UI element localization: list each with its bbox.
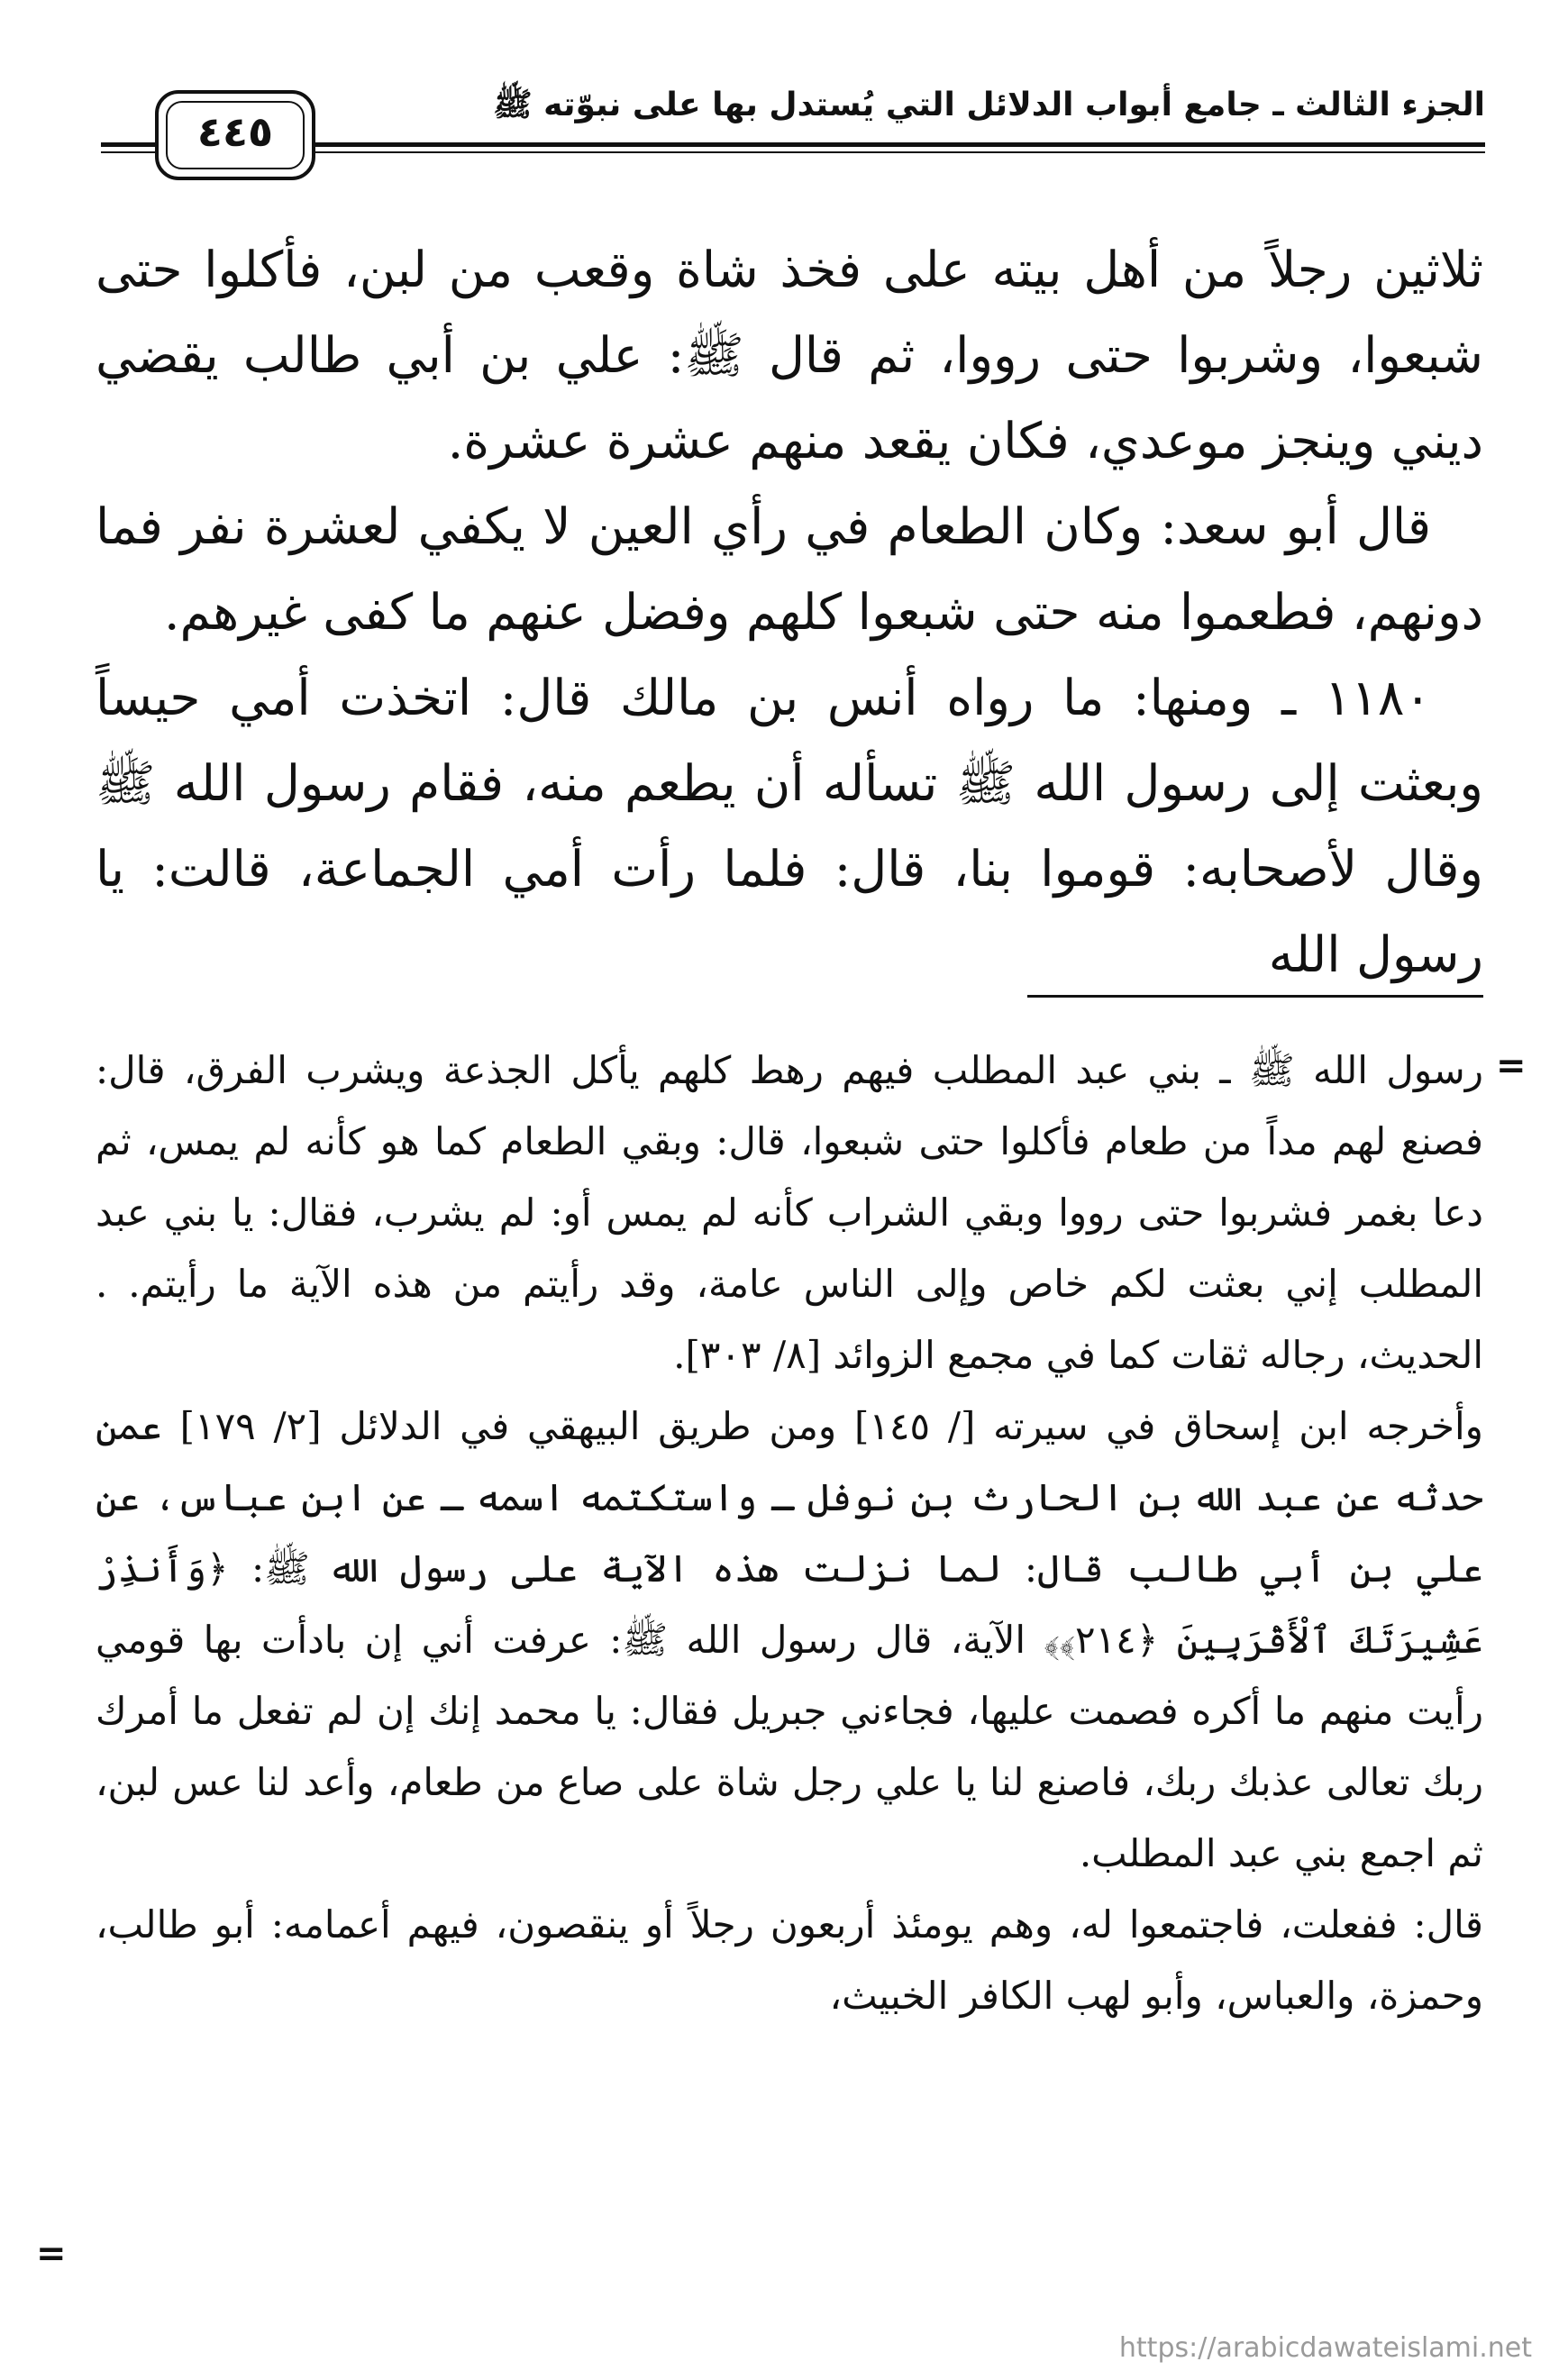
footnote-continuation-mark: = — [1496, 1045, 1527, 1087]
footnote-separator — [1027, 995, 1483, 998]
main-paragraph: قال أبو سعد: وكان الطعام في رأي العين لا يكفي لعشرة نفر فما دونهم، فطعموا منه حتى شبعوا كلهم وفضل عنهم ما كفى غيرهم. — [96, 497, 1483, 641]
footnote-paragraph: قال: ففعلت، فاجتمعوا له، وهم يومئذ أربعون رجلاً أو ينقصون، فيهم أعمامه: أبو طالب، وحمزة، والعباس، وأبو لهب الكافر الخبيث، — [96, 1902, 1483, 2018]
running-title: الجزء الثالث ـ جامع أبواب الدلائل التي يُستدل بها على نبوّته ﷺ — [493, 87, 1485, 123]
footnote-paragraph: وأخرجه ابن إسحاق في سيرته [/ ١٤٥] ومن طريق البيهقي في الدلائل [٢/ ١٧٩] عمن حدثه عن عبد الله بن الحارث بن نوفل ـ واستكتمه اسمه ـ عن ابن عباس، عن علي بن أبي طالب قال: لما نزلت هذه الآية على رسول الله ﷺ: ﴿وَأَنذِرْ عَشِيرَتَكَ ٱلْأَقْرَبِينَ ﴿٢١٤﴾﴾ الآية، قال رسول الله ﷺ: عرفت أني إن بادأت بها قومي رأيت منهم ما أكره فصمت عليها، فجاءني جبريل فقال: يا محمد إنك إن لم تفعل ما أمرك ربك تعالى عذبك ربك، فاصنع لنا يا علي رجل شاة على صاع من طعام، وأعد لنا عس لبن، ثم اجمع بني عبد المطلب. — [96, 1404, 1483, 1875]
footnote-continuation-mark-end: = — [36, 2233, 67, 2275]
main-paragraph: ١١٨٠ ـ ومنها: ما رواه أنس بن مالك قال: اتخذت أمي حيساً وبعثت إلى رسول الله ﷺ تسأله أن يطعم منه، فقام رسول الله ﷺ وقال لأصحابه: قوموا بنا، قال: فلما رأت أمي الجماعة، قالت: يا رسول الله — [96, 669, 1483, 983]
page-number-frame — [155, 90, 315, 180]
watermark-url: https://arabicdawateislami.net — [1118, 2332, 1532, 2364]
footnote-paragraph: رسول الله ﷺ ـ بني عبد المطلب فيهم رهط كلهم يأكل الجذعة ويشرب الفرق، قال: فصنع لهم مداً من طعام فأكلوا حتى شبعوا، قال: وبقي الطعام كما هو كأنه لم يمس، ثم دعا بغمر فشربوا حتى رووا وبقي الشراب كأنه لم يمس أو: لم يشرب، فقال: يا بني عبد المطلب إني بعثت لكم خاص وإلى الناس عامة، وقد رأيتم من هذه الآية ما رأيتم. . الحديث، رجاله ثقات كما في مجمع الزوائد [٨/ ٣٠٣]. — [96, 1048, 1483, 1377]
main-text — [96, 227, 1483, 998]
page-number: ٤٤٥ — [196, 107, 274, 156]
footnotes — [96, 1035, 1483, 2031]
main-paragraph: ثلاثين رجلاً من أهل بيته على فخذ شاة وقعب من لبن، فأكلوا حتى شبعوا، وشربوا حتى رووا، ثم قال ﷺ: علي بن أبي طالب يقضي ديني وينجز موعدي، فكان يقعد منهم عشرة عشرة. — [96, 241, 1483, 470]
